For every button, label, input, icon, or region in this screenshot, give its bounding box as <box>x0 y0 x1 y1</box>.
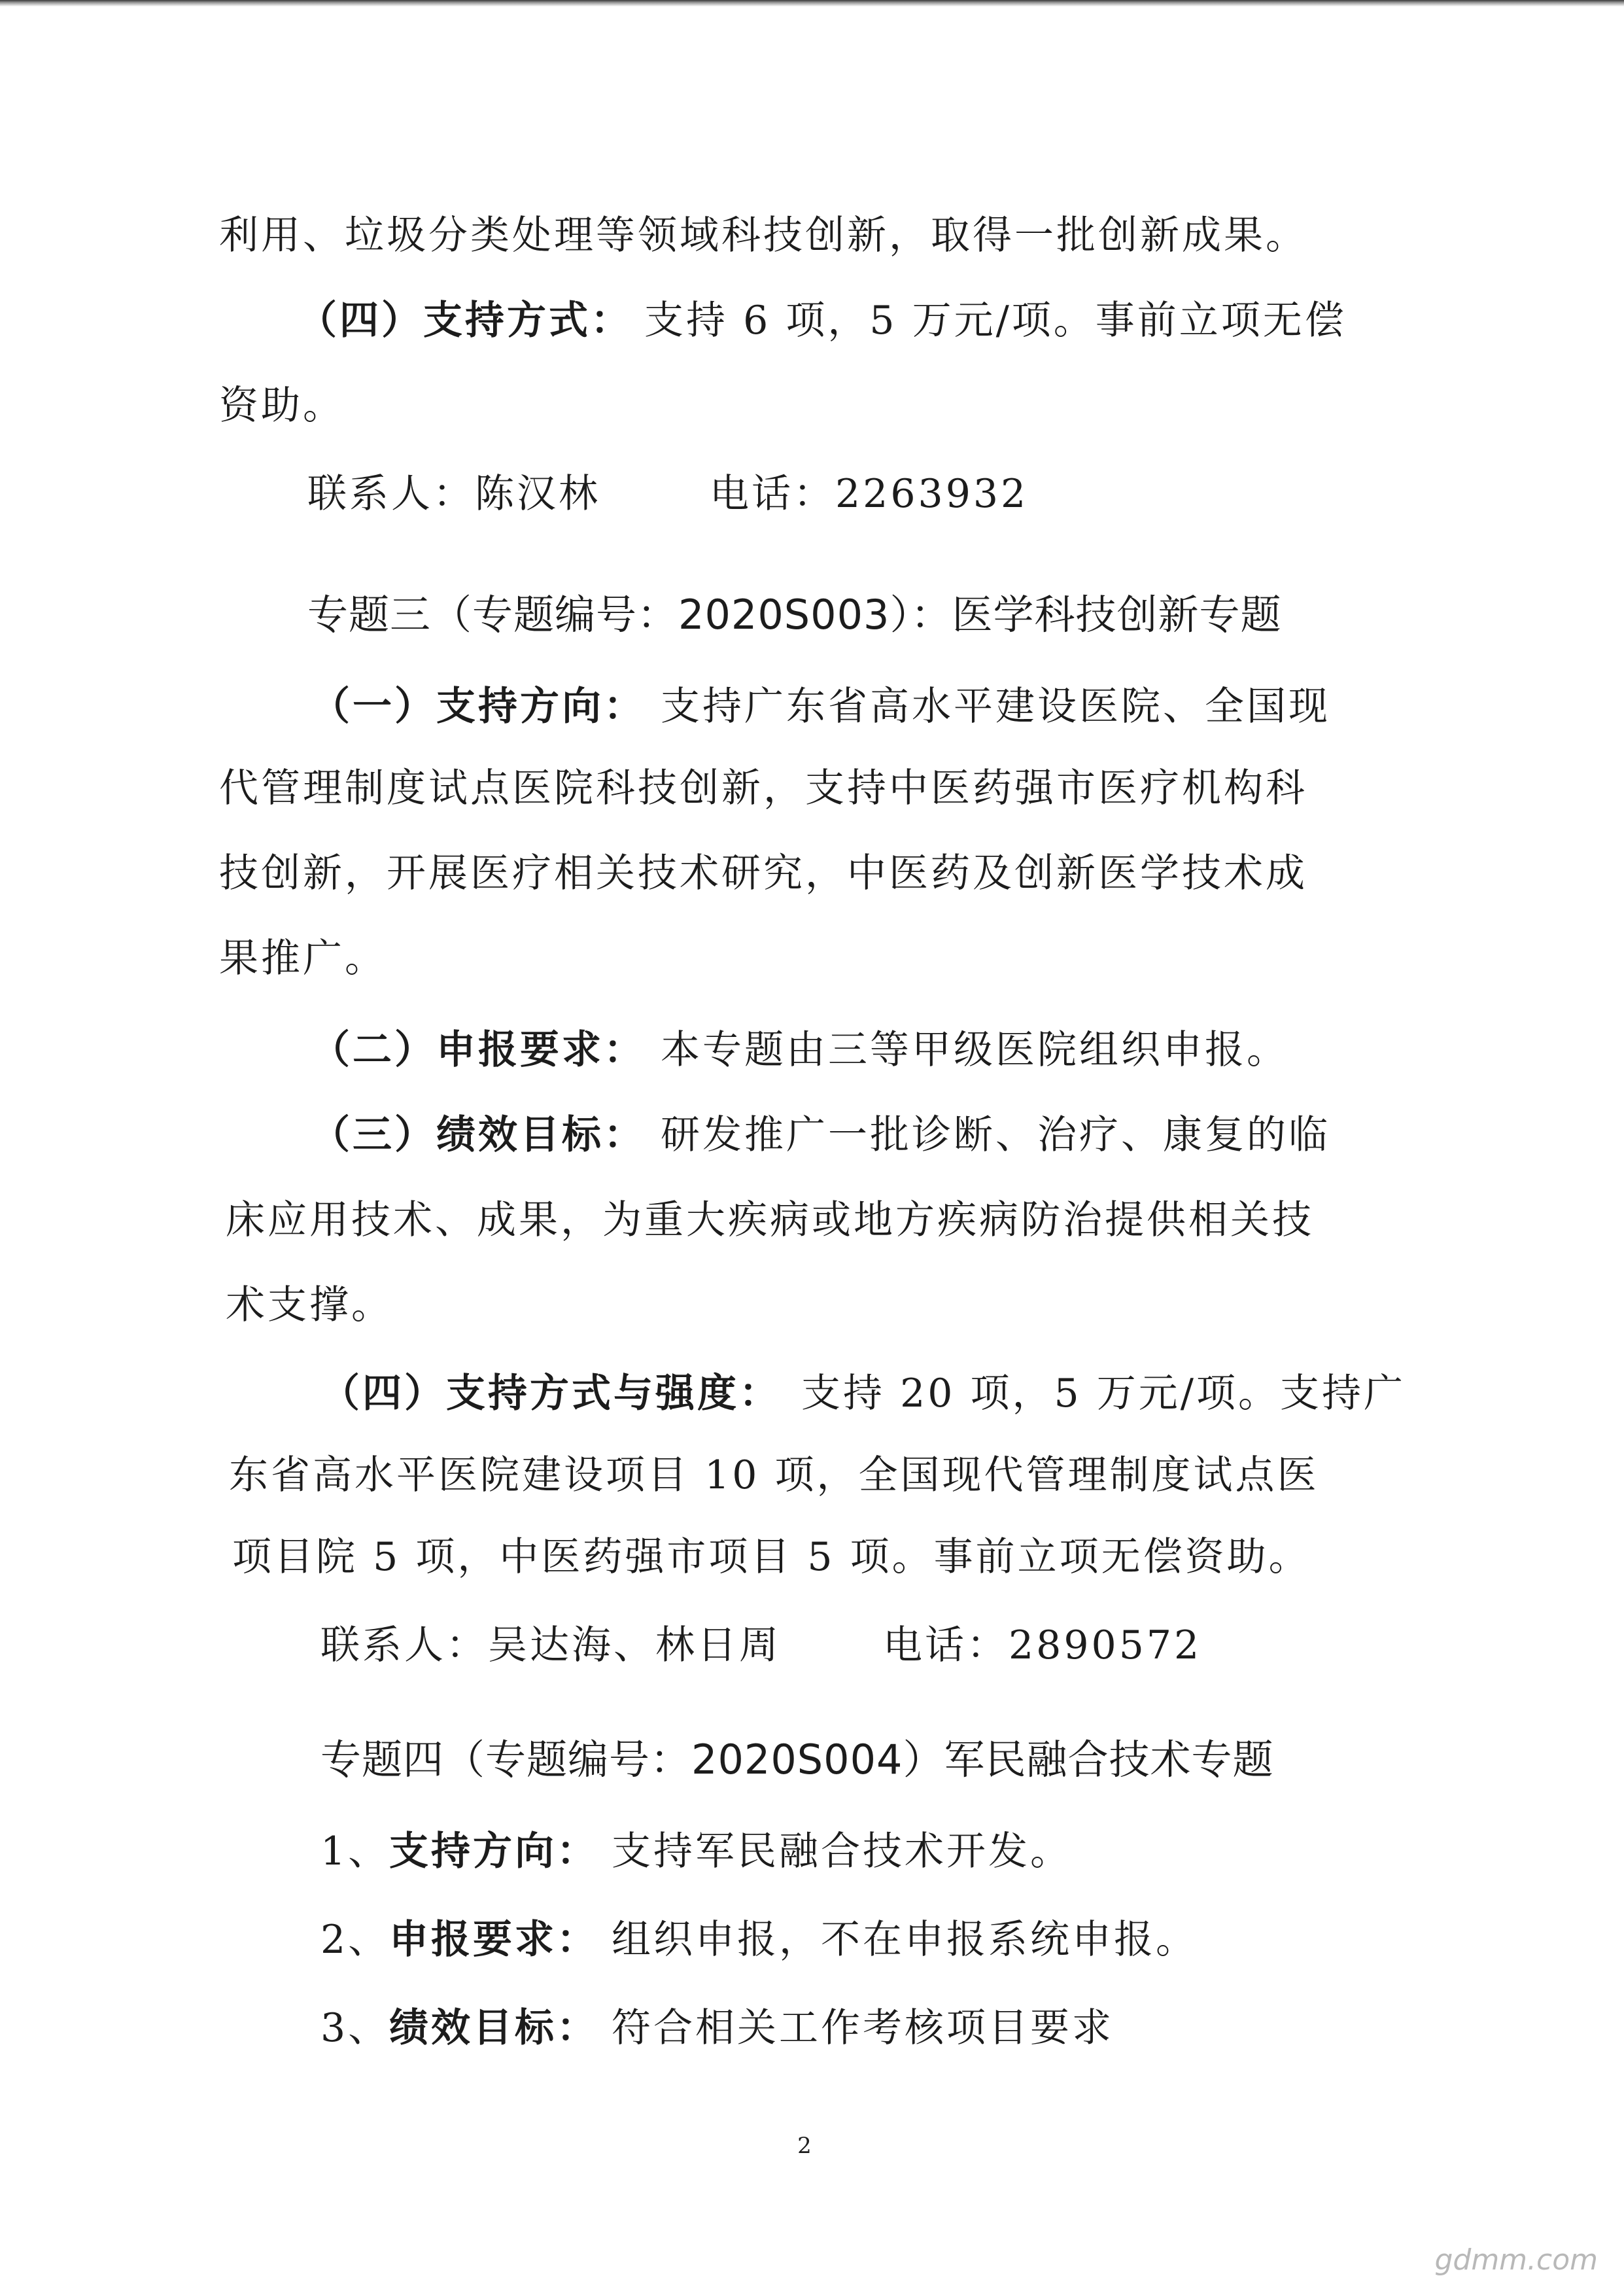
text-run: 床应用技术、成果，为重大疾病或地方疾病防治提供相关技 <box>226 1197 1314 1243</box>
text-run: 研发推广一批诊断、治疗、康复的临 <box>661 1112 1330 1158</box>
contact-name: 联系人：陈汉林 <box>307 471 600 517</box>
text-run: 符合相关工作考核项目要求 <box>612 2005 1114 2051</box>
list-item <box>0 1815 1624 1887</box>
contact-name: 联系人：吴达海、林日周 <box>320 1622 781 1668</box>
paragraph-line <box>0 922 1624 994</box>
heading-text: 专题四（专题编号：2020S004）军民融合技术专题 <box>320 1736 1274 1783</box>
text-run: 支持 6 项，5 万元/项。事前立项无偿 <box>644 298 1347 343</box>
section-label: （一）支持方向： <box>311 684 646 729</box>
contact-line <box>0 1609 1624 1681</box>
list-number: 3、 <box>320 2005 390 2051</box>
text-run: 术支撑。 <box>226 1282 393 1328</box>
section-label: 支持方向： <box>389 1829 598 1874</box>
list-number: 2、 <box>320 1917 390 1963</box>
text-run: 本专题由三等甲级医院组织申报。 <box>661 1027 1288 1073</box>
paragraph-line <box>0 200 1624 272</box>
contact-phone: 电话：2263932 <box>710 471 1029 517</box>
page-number: 2 <box>797 2133 812 2159</box>
paragraph-line <box>0 285 1624 357</box>
section-heading <box>0 1724 1624 1796</box>
paragraph-line <box>0 370 1624 442</box>
heading-text: 专题三（专题编号：2020S003）：医学科技创新专题 <box>307 591 1282 639</box>
list-number: 1、 <box>320 1829 390 1874</box>
contact-line <box>0 458 1624 530</box>
text-run: 果推广。 <box>219 936 387 981</box>
text-run: 利用、垃圾分类处理等领域科技创新，取得一批创新成果。 <box>219 213 1307 258</box>
contact-phone: 电话：2890572 <box>883 1622 1202 1668</box>
text-run: 支持军民融合技术开发。 <box>612 1829 1072 1874</box>
paragraph-line <box>0 1439 1624 1511</box>
text-run: 技创新，开展医疗相关技术研究，中医药及创新医学技术成 <box>219 850 1307 896</box>
section-label: 申报要求： <box>389 1917 598 1963</box>
list-item <box>0 1992 1624 2064</box>
paragraph-line <box>0 752 1624 824</box>
section-label: （四）支持方式与强度： <box>320 1371 781 1416</box>
paragraph-line <box>0 1269 1624 1341</box>
text-run: 资助。 <box>219 383 345 429</box>
section-heading <box>0 579 1624 651</box>
text-run: 支持 20 项，5 万元/项。支持广 <box>801 1371 1406 1416</box>
text-run: 东省高水平医院建设项目 10 项，全国现代管理制度试点医 <box>229 1452 1319 1498</box>
section-label: 绩效目标： <box>389 2005 598 2051</box>
text-run: 项目院 5 项，中医药强市项目 5 项。事前立项无偿资助。 <box>232 1534 1311 1580</box>
section-label: （三）绩效目标： <box>311 1112 646 1158</box>
paragraph-line <box>0 1521 1624 1593</box>
section-label: （二）申报要求： <box>311 1027 646 1073</box>
paragraph-line <box>0 1014 1624 1086</box>
paragraph-line <box>0 671 1624 743</box>
watermark: gdmm.com <box>1434 2243 1598 2277</box>
text-run: 支持广东省高水平建设医院、全国现 <box>661 684 1330 729</box>
paragraph-line <box>0 1358 1624 1429</box>
list-item <box>0 1904 1624 1976</box>
paragraph-line <box>0 837 1624 909</box>
text-run: 组织申报，不在申报系统申报。 <box>612 1917 1198 1963</box>
paragraph-line <box>0 1099 1624 1171</box>
section-label: （四）支持方式： <box>298 298 632 343</box>
paragraph-line <box>0 1184 1624 1256</box>
text-run: 代管理制度试点医院科技创新，支持中医药强市医疗机构科 <box>219 765 1307 811</box>
